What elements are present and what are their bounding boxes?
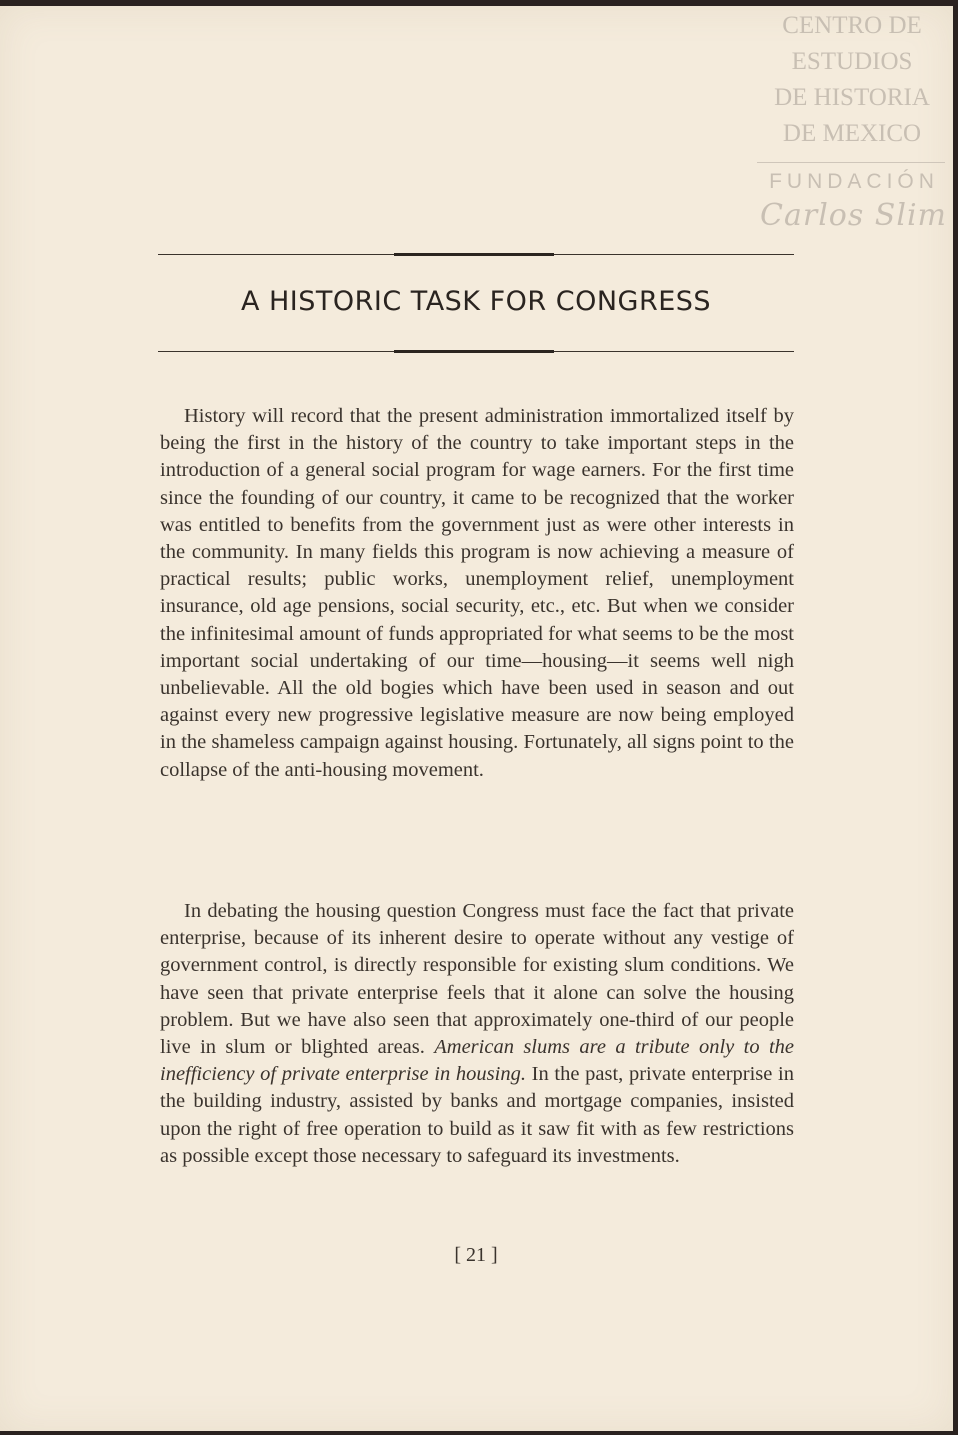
title-bottom-rule xyxy=(158,351,794,352)
paragraph-2-emphasis: American slums are a tribute only to the inefficiency of private enterprise in housing. xyxy=(160,1036,794,1086)
archive-watermark xyxy=(757,8,947,235)
watermark-line-4: DE MEXICO xyxy=(782,120,922,147)
watermark-line-2: ESTUDIOS xyxy=(791,48,913,75)
watermark-line-3: DE HISTORIA xyxy=(774,84,930,111)
watermark-divider xyxy=(757,162,945,163)
paragraph-2 xyxy=(160,898,794,1170)
page-title: A HISTORIC TASK FOR CONGRESS xyxy=(240,286,712,317)
paragraph-2-text-before: In debating the housing question Congress must face the fact that private enterprise, because of its inherent desire to operate without any vestige of government control, is directly responsible for existing slum conditions. We have seen that private enterprise feels that it alone can solve the housing problem. But we have also seen that approximately one-third of our people live in slum or blighted areas. xyxy=(160,900,794,1059)
watermark-organization: FUNDACIÓN xyxy=(769,170,939,193)
title-top-rule xyxy=(158,254,794,255)
paragraph-1: History will record that the present administration immortalized itself by being the first in the history of the country to take important steps in the introduction of a general social program for wage earners. For the first time since the founding of our country, it came to be recognized that the worker was entitled to benefits from the government just as were other interests in the community. In many fields this program is now achieving a measure of practical results; public works, unemployment relief, unemployment insurance, old age pensions, social security, etc., etc. But when we consider the infinitesimal amount of funds appropriated for what seems to be the most important social undertaking of our time—housing—it seems well nigh unbelievable. All the old bogies which have been used in season and out against every new progressive legislative measure are now being employed in the shameless campaign against housing. Fortunately, all signs point to the collapse of the anti-housing movement. xyxy=(160,405,794,781)
watermark-signature: Carlos Slim xyxy=(760,198,947,233)
page-number: [ 21 ] xyxy=(454,1244,498,1266)
paragraph-2-text-after: In the past, private enterprise in the building industry, assisted by banks and mortgage companies, insisted upon the right of free operation to build as it saw fit with as few restrictions as possible except those necessary to safeguard its investments. xyxy=(160,1063,794,1167)
document-page xyxy=(0,6,953,1431)
title-bottom-rule-accent xyxy=(394,350,554,353)
title-top-rule-accent xyxy=(394,253,554,256)
watermark-line-1: CENTRO DE xyxy=(782,12,922,39)
